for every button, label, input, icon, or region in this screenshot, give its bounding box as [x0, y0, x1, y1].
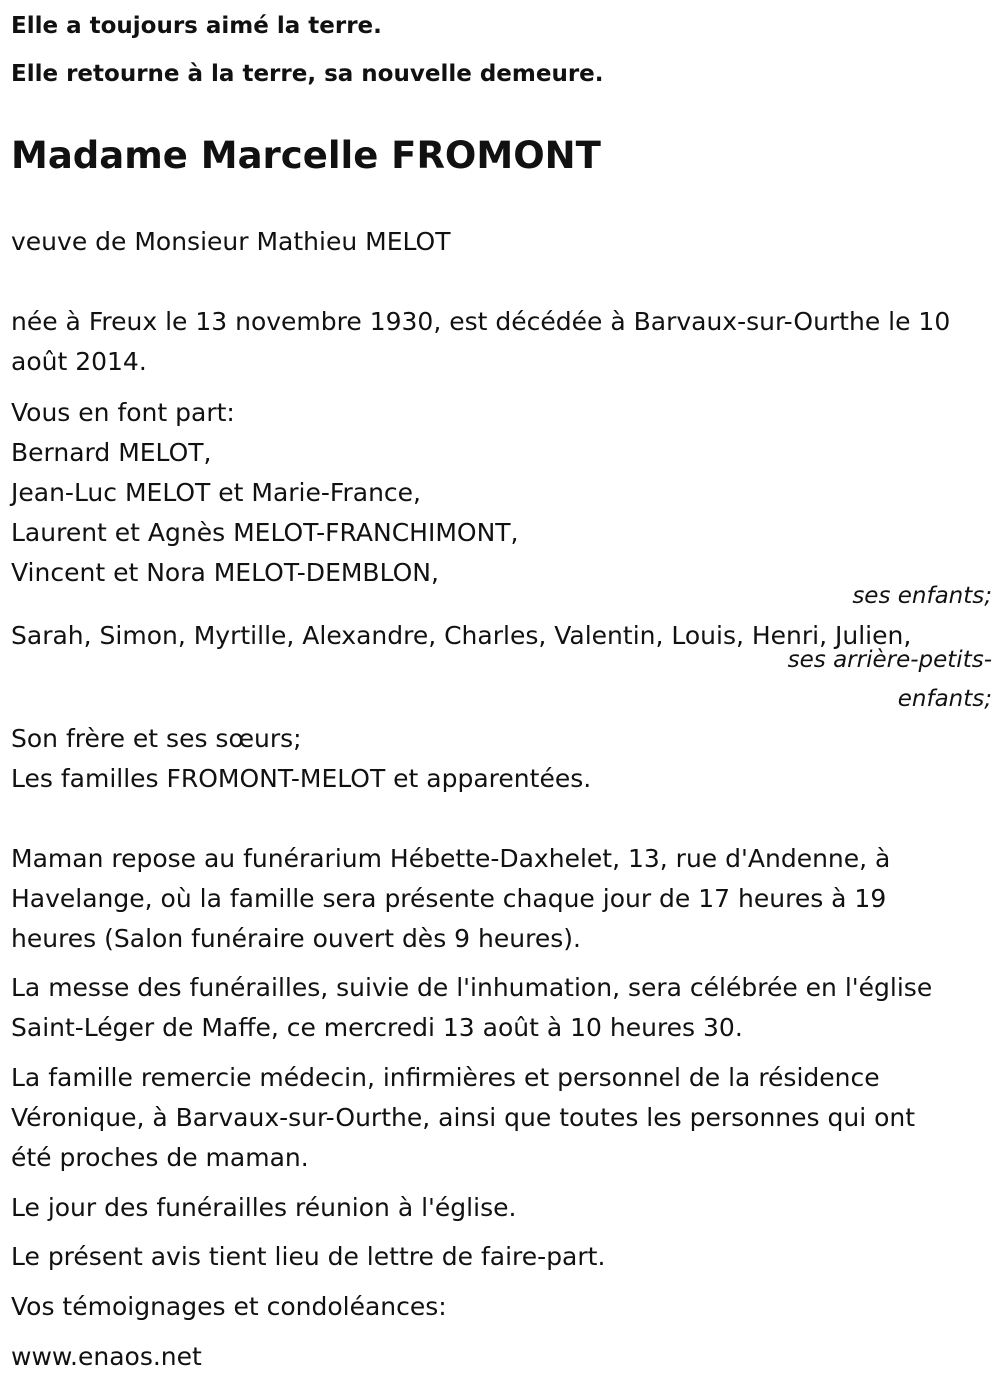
birth-death-line-1: née à Freux le 13 novembre 1930, est décédée à Barvaux-sur-Ourthe le 10 [11, 307, 951, 336]
motto-line-2: Elle retourne à la terre, sa nouvelle demeure. [11, 61, 604, 87]
family-intro: Vous en font part: [11, 398, 235, 427]
condolences-line: Vos témoignages et condoléances: [11, 1292, 447, 1321]
spouse-line: veuve de Monsieur Mathieu MELOT [11, 227, 451, 256]
child-3: Laurent et Agnès MELOT-FRANCHIMONT, [11, 518, 519, 547]
great-grandchildren-label-2: enfants; [897, 686, 992, 712]
families-line: Les familles FROMONT-MELOT et apparentées. [11, 764, 592, 793]
child-1: Bernard MELOT, [11, 438, 212, 467]
children-label: ses enfants; [852, 583, 992, 609]
rest-line-3: heures (Salon funéraire ouvert dès 9 heures). [11, 924, 581, 953]
child-2: Jean-Luc MELOT et Marie-France, [11, 478, 421, 507]
thanks-line-3: été proches de maman. [11, 1143, 309, 1172]
thanks-line-1: La famille remercie médecin, infirmières et personnel de la résidence [11, 1063, 880, 1092]
website-link[interactable]: www.enaos.net [11, 1342, 202, 1371]
notice-line: Le présent avis tient lieu de lettre de faire-part. [11, 1242, 606, 1271]
motto-line-1: Elle a toujours aimé la terre. [11, 13, 382, 39]
deceased-name: Madame Marcelle FROMONT [11, 134, 601, 177]
birth-death-line-2: août 2014. [11, 347, 147, 376]
great-grandchildren-label-1: ses arrière-petits- [787, 647, 992, 673]
mass-line-2: Saint-Léger de Maffe, ce mercredi 13 août à 10 heures 30. [11, 1013, 743, 1042]
siblings-line: Son frère et ses sœurs; [11, 724, 302, 753]
child-4: Vincent et Nora MELOT-DEMBLON, [11, 558, 439, 587]
great-grandchildren: Sarah, Simon, Myrtille, Alexandre, Charles, Valentin, Louis, Henri, Julien, [11, 621, 912, 650]
thanks-line-2: Véronique, à Barvaux-sur-Ourthe, ainsi que toutes les personnes qui ont [11, 1103, 916, 1132]
rest-line-1: Maman repose au funérarium Hébette-Daxhelet, 13, rue d'Andenne, à [11, 844, 891, 873]
mass-line-1: La messe des funérailles, suivie de l'inhumation, sera célébrée en l'église [11, 973, 933, 1002]
meeting-line: Le jour des funérailles réunion à l'église. [11, 1193, 517, 1222]
rest-line-2: Havelange, où la famille sera présente chaque jour de 17 heures à 19 [11, 884, 887, 913]
